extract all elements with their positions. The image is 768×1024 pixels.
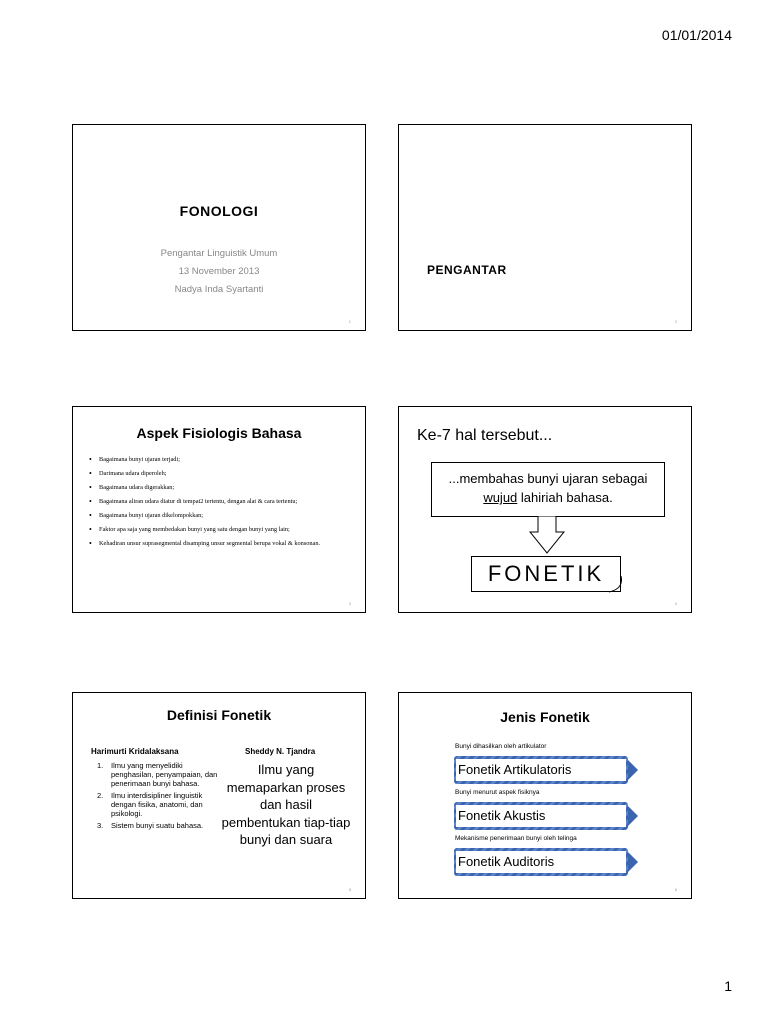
slide-title: FONOLOGI [179,203,259,219]
statement-box [431,462,665,517]
left-column-heading: Harimurti Kridalaksana [91,747,179,756]
slide-title: Jenis Fonetik [500,709,590,725]
numbered-list [93,761,223,833]
bullet-item: • Bagaimana udara digerakkan; [89,483,335,493]
bullet-item: • Kehadiran unsur suprasegmental disamping unsur segmental berupa vokal & konsonan. [89,539,335,549]
type-caption: Bunyi menurut aspek fisiknya [455,789,540,796]
item-text: Sistem bunyi suatu bahasa. [111,821,204,830]
type-arrow-bar [454,802,628,830]
item-number: 1. [97,761,104,770]
arrow-tip-icon [628,760,638,780]
list-item [93,821,223,830]
list-item [93,761,223,788]
right-column-heading: Sheddy N. Tjandra [245,747,316,756]
statement-line [432,488,664,507]
slide-number: 4 [674,601,677,606]
page-number: 1 [724,978,732,994]
type-label: Fonetik Auditoris [456,851,626,873]
type-caption: Bunyi dihasilkan oleh artikulator [455,743,547,750]
slide-number: 2 [674,319,677,324]
subtitle-line: Nadya Inda Syartanti [174,284,264,295]
list-item [93,791,223,818]
folded-corner-icon [609,576,623,594]
slide-number: 1 [348,319,351,324]
slide-title: PENGANTAR [427,263,507,277]
slide-title: Definisi Fonetik [166,707,272,723]
down-arrow-icon [529,516,565,554]
slide-4-thumbnail[interactable] [398,406,692,613]
bullet-list [89,455,335,553]
slide-number: 3 [348,601,351,606]
arrow-tip-icon [628,806,638,826]
statement-rest: lahiriah bahasa. [517,490,613,505]
statement-line: ...membahas bunyi ujaran sebagai [448,471,648,486]
slide-number: 5 [348,887,351,892]
item-text: Ilmu interdisipliner linguistik dengan fisika, anatomi, dan psikologi. [111,791,203,818]
bullet-item: • Faktor apa saja yang membedakan bunyi yang satu dengan bunyi yang lain; [89,525,335,535]
type-arrow-bar [454,848,628,876]
subtitle-line: 13 November 2013 [178,266,260,277]
slide-5-thumbnail[interactable] [72,692,366,899]
bullet-item: • Bagaimana aliran udara diatur di tempat2 tertentu, dengan alat & cara tertentu; [89,497,335,507]
slide-title: Aspek Fisiologis Bahasa [136,425,302,441]
slide-title: Ke-7 hal tersebut... [417,427,553,444]
slide-2-thumbnail[interactable] [398,124,692,331]
handout-date: 01/01/2014 [661,27,732,43]
bullet-item: • Bagaimana bunyi ujaran terjadi; [89,455,335,465]
slide-number: 6 [674,887,677,892]
type-caption: Mekanisme penerimaan bunyi oleh telinga [455,835,577,842]
slide-subtitle [73,245,365,299]
result-label: FONETIK [471,556,621,592]
slide-3-thumbnail[interactable] [72,406,366,613]
item-number: 2. [97,791,104,800]
subtitle-line: Pengantar Linguistik Umum [160,248,278,259]
item-number: 3. [97,821,104,830]
bullet-item: • Bagaimana bunyi ujaran dikelompokkan; [89,511,335,521]
underlined-word: wujud [483,490,518,505]
type-label: Fonetik Artikulatoris [456,759,626,781]
type-arrow-bar [454,756,628,784]
definition-text: Ilmu yang memaparkan proses dan hasil pembentukan tiap-tiap bunyi dan suara [221,762,351,847]
slide-6-thumbnail[interactable] [398,692,692,899]
bullet-item: • Darimana udara diperoleh; [89,469,335,479]
type-label: Fonetik Akustis [456,805,626,827]
arrow-tip-icon [628,852,638,872]
item-text: Ilmu yang menyelidiki penghasilan, penyampaian, dan penerimaan bunyi bahasa. [111,761,218,788]
slide-1-thumbnail[interactable] [72,124,366,331]
